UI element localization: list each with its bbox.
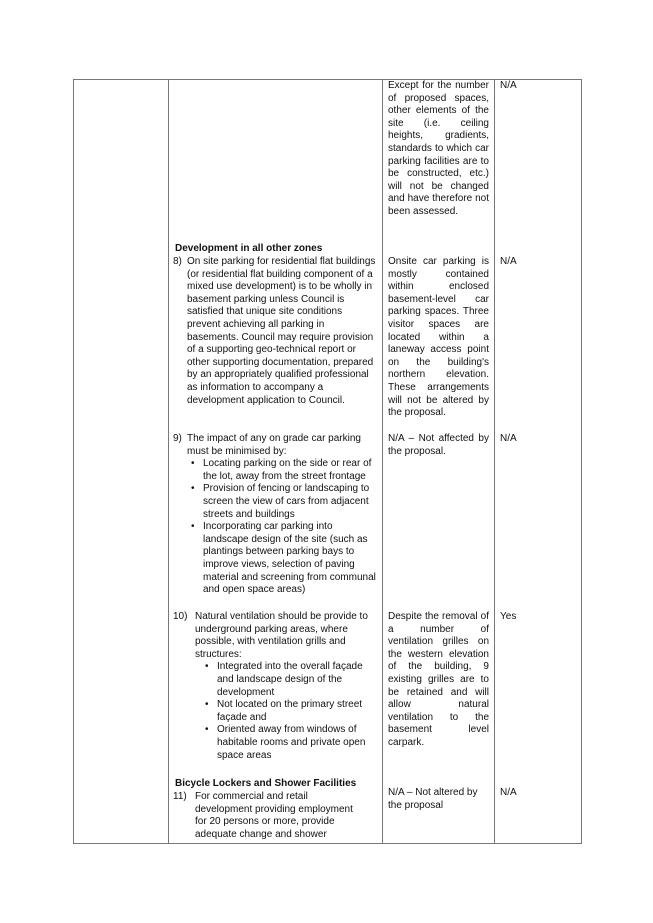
control-9-compliance: N/A xyxy=(500,433,517,444)
control-10-text: Natural ventilation should be provide to underground parking areas, where possible, with ventilation grills and structures: xyxy=(195,611,368,660)
heading-bicycle-lockers: Bicycle Lockers and Shower Facilities xyxy=(175,778,357,789)
control-10-number: 10) xyxy=(173,611,188,622)
list-item: • Incorporating car parking into landscape design of the site (such as plantings between parking bays to improve views, selection of paving material and screening from communal and open space areas) xyxy=(187,521,377,597)
column-divider-3 xyxy=(494,79,495,844)
control-9-bullet-list xyxy=(187,458,377,597)
control-10-compliance: Yes xyxy=(500,611,517,622)
list-item: • Provision of fencing or landscaping to screen the view of cars from adjacent streets and buildings xyxy=(187,483,377,521)
control-9-assessment: N/A – Not affected by the proposal. xyxy=(388,433,489,457)
control-8-text: On site parking for residential flat buildings (or residential flat building component of a mixed use development) is to be wholly in basement parking unless Council is satisfied that unique site conditions prevent achieving all parking in basements. Council may require provision of a supporting geo-technical report or other supporting documentation, prepared by an appropriately qualified professional as information to accompany a development application to Council. xyxy=(187,256,376,406)
control-11-text: For commercial and retail development providing employment for 20 persons or more, provide adequate change and shower xyxy=(195,791,353,840)
table-bottom-border xyxy=(73,843,582,844)
control-8-assessment: Onsite car parking is mostly contained within enclosed basement-level car parking spaces. Three visitor spaces are located within a laneway access point on the building's northern elevation. These arrangements will not be altered by the proposal. xyxy=(388,256,489,419)
control-8-compliance: N/A xyxy=(500,256,517,267)
control-9-text: The impact of any on grade car parking must be minimised by: xyxy=(187,433,361,457)
row1-compliance: N/A xyxy=(500,80,517,91)
list-item: • Integrated into the overall façade and landscape design of the development xyxy=(201,661,377,699)
control-10-assessment: Despite the removal of a number of ventilation grilles on the western elevation of the building, 9 existing grilles are to be retained and will allow natural ventilation to the basement level carpark. xyxy=(388,611,489,748)
control-11-number: 11) xyxy=(173,791,187,802)
control-11-assessment: N/A – Not altered by the proposal xyxy=(388,787,478,811)
list-item: • Oriented away from windows of habitable rooms and private open space areas xyxy=(201,724,377,762)
list-item: • Not located on the primary street façade and xyxy=(201,699,377,724)
control-9-number: 9) xyxy=(173,433,182,444)
column-divider-2 xyxy=(382,79,383,844)
control-11-compliance: N/A xyxy=(500,787,517,798)
row1-assessment: Except for the number of proposed spaces, other elements of the site (i.e. ceiling heights, gradients, standards to which car parking facilities are to be constructed, etc.) will not be changed and have therefore not been assessed. xyxy=(388,80,489,217)
control-10-bullet-list xyxy=(201,661,377,762)
list-item: • Locating parking on the side or rear of the lot, away from the street frontage xyxy=(187,458,377,483)
control-8-number: 8) xyxy=(173,256,182,267)
table-left-border xyxy=(73,79,74,844)
table-right-border xyxy=(581,79,582,844)
column-divider-1 xyxy=(168,79,169,844)
heading-development-other-zones: Development in all other zones xyxy=(175,243,323,254)
